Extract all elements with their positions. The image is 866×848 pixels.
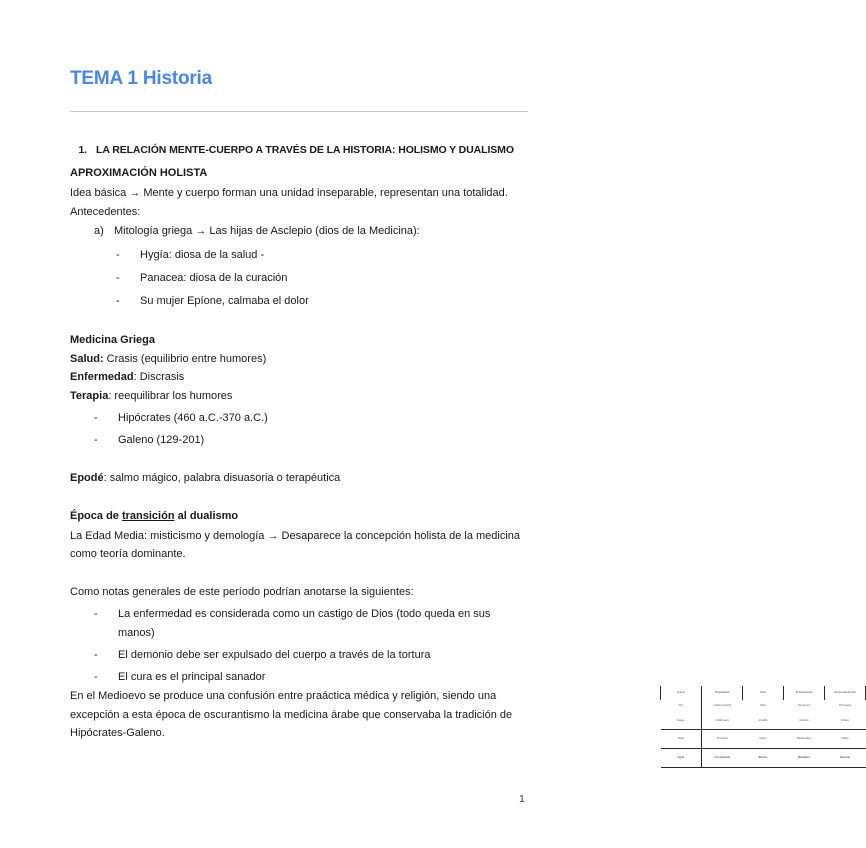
definition-value: : reequilibrar los humores <box>108 389 233 402</box>
table-cell: Invierno <box>825 749 866 768</box>
definition-term: Enfermedad <box>70 371 134 384</box>
section-heading-text: LA RELACIÓN MENTE-CUERPO A TRAVÉS DE LA HISTORIA: HOLISMO Y DUALISMO <box>96 143 514 156</box>
table-cell: Amarillo <box>758 718 768 722</box>
table-cell: Frío-húmedo <box>702 749 743 768</box>
page-title: TEMA 1 Historia <box>70 68 212 89</box>
medicina-griega-heading: Medicina Griega <box>70 334 155 347</box>
table-cell: Cálido-seco <box>715 718 730 722</box>
humors-table <box>660 686 866 768</box>
list-item <box>70 292 528 310</box>
spacer <box>70 310 528 325</box>
list-item <box>70 269 528 287</box>
epode-row <box>70 469 528 487</box>
list-item <box>70 222 528 240</box>
epode-term: Epodé <box>70 472 104 485</box>
list-item-text: El demonio debe ser expulsado del cuerpo a través de la tortura <box>118 648 431 661</box>
list-item-text: Su mujer Epíone, calmaba el dolor <box>140 295 309 308</box>
table-row <box>661 700 866 714</box>
table-cell: Aire <box>661 700 702 714</box>
section-heading-number: 1. <box>78 143 87 156</box>
table-cell: Sanguíneo <box>797 704 811 708</box>
closing-paragraph: En el Medioevo se produce una confusión entre praáctica médica y religión, siendo una excepción a esta época de oscurantismo la medicina árabe que conservaba la tradición de Hipócrates-Galeno. <box>70 690 513 739</box>
table-cell: Blanco <box>743 749 784 768</box>
table-cell: Primavera <box>839 704 851 708</box>
list-marker-dash: - <box>94 648 98 661</box>
epode-value: : salmo mágico, palabra disuasoria o terapéutica <box>103 472 341 485</box>
table-row <box>661 730 866 749</box>
transicion-paragraph: La Edad Media: misticismo y demología → Desaparece la concepción holista de la medicina como teoría dominante. <box>70 529 521 560</box>
table-cell: Color <box>743 686 784 700</box>
list-item <box>70 605 528 642</box>
humors-table-grid <box>660 686 866 768</box>
transicion-heading-underlined: transición <box>121 509 175 522</box>
list-item <box>70 246 528 264</box>
table-cell: Rojo <box>760 704 766 708</box>
table-cell: Temporada del año <box>825 686 866 700</box>
table-cell: Frío-seco <box>702 730 743 749</box>
holismo-heading: APROXIMACIÓN HOLISTA <box>70 167 208 180</box>
list-marker-dash: - <box>94 434 98 447</box>
page-number: 1 <box>519 793 525 805</box>
table-cell: Temperamento <box>784 686 825 700</box>
list-item-text: La enfermedad es considerada como un castigo de Dios (todo queda en sus manos) <box>118 608 491 639</box>
table-cell: Cálido-húmedo <box>713 704 732 708</box>
table-cell: Humor <box>661 686 702 700</box>
spacer <box>70 563 528 583</box>
list-item <box>70 668 528 686</box>
table-cell: Verano <box>840 718 850 722</box>
table-cell: Otoño <box>825 730 866 749</box>
table-cell: Fuego <box>661 713 702 729</box>
list-marker-dash: - <box>116 295 120 308</box>
antecedentes-label: Antecedentes: <box>70 206 141 219</box>
table-cell: Tierra <box>661 730 702 749</box>
definition-value: : Discrasis <box>133 371 185 384</box>
transicion-heading-post: al dualismo <box>174 509 239 522</box>
notes-intro: Como notas generales de este período podrían anotarse la siguientes: <box>70 586 414 598</box>
list-marker-dash: - <box>94 671 98 683</box>
list-item-text: Panacea: diosa de la curación <box>140 271 288 284</box>
list-item-text: Mitología griega → Las hijas de Asclepio (dios de la Medicina): <box>114 225 420 238</box>
list-item <box>70 646 528 664</box>
title-divider <box>70 111 528 112</box>
table-cell: Melancólico <box>784 730 825 749</box>
section-heading <box>70 142 528 158</box>
table-cell: Negro <box>743 730 784 749</box>
list-marker-a: a) <box>94 225 104 238</box>
definition-value: Crasis (equilibrio entre humores) <box>103 353 267 366</box>
list-marker-dash: - <box>94 608 98 621</box>
table-cell: Colérico <box>799 718 809 722</box>
list-item-text: El cura es el principal sanador <box>118 671 266 683</box>
humors-table-figure <box>330 343 857 759</box>
table-row <box>661 686 866 700</box>
list-marker-dash: - <box>116 271 120 284</box>
list-item-text: Hipócrates (460 a.C.-370 a.C.) <box>118 411 268 424</box>
notes-list <box>70 605 528 686</box>
definition-term: Salud: <box>70 353 104 366</box>
holismo-idea-line: Idea básica → Mente y cuerpo forman una unidad inseparable, representan una totalidad. <box>70 186 508 199</box>
table-cell: Agua <box>661 749 702 768</box>
list-item-text: Galeno (129-201) <box>118 434 205 447</box>
definition-term: Terapia <box>70 389 109 402</box>
list-item-text: Hygía: diosa de la salud - <box>140 248 265 261</box>
table-cell: Propiedades <box>702 686 743 700</box>
list-item <box>70 431 528 449</box>
spacer <box>70 449 528 469</box>
spacer <box>70 488 528 508</box>
table-row <box>661 713 866 729</box>
transicion-heading-pre: Época de <box>70 509 122 522</box>
table-cell: Flemático <box>784 749 825 768</box>
table-row <box>661 749 866 768</box>
list-marker-dash: - <box>116 248 120 261</box>
list-marker-dash: - <box>94 411 98 424</box>
transicion-heading <box>70 508 528 526</box>
antecedentes-list <box>70 222 528 310</box>
